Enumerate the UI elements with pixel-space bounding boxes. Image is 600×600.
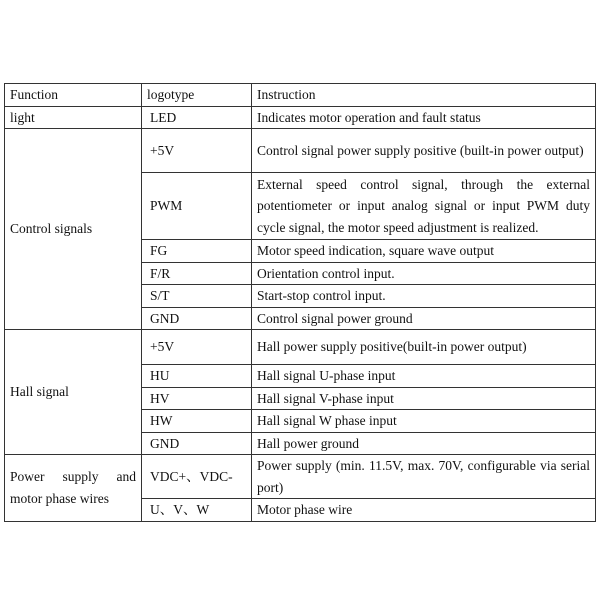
function-light: light <box>5 106 142 129</box>
wiring-function-table <box>4 83 596 522</box>
code-cell: GND <box>142 307 252 330</box>
instruction-cell: Control signal power supply positive (built-in power output) <box>252 129 596 173</box>
code-cell: U、V、W <box>142 499 252 522</box>
instruction-cell: Orientation control input. <box>252 262 596 285</box>
instruction-cell: Motor speed indication, square wave output <box>252 240 596 263</box>
function-power-supply: Power supply and motor phase wires <box>5 455 142 522</box>
instruction-cell: Hall signal U-phase input <box>252 365 596 388</box>
instruction-cell: Motor phase wire <box>252 499 596 522</box>
code-cell: HW <box>142 410 252 433</box>
instruction-cell: Hall signal V-phase input <box>252 387 596 410</box>
code-cell: VDC+、VDC- <box>142 455 252 499</box>
code-cell: HU <box>142 365 252 388</box>
code-cell: +5V <box>142 129 252 173</box>
instruction-cell: Hall signal W phase input <box>252 410 596 433</box>
code-cell: GND <box>142 432 252 455</box>
function-control-signals: Control signals <box>5 129 142 330</box>
function-hall-signal: Hall signal <box>5 330 142 455</box>
instruction-cell: Hall power supply positive(built-in power output) <box>252 330 596 365</box>
code-cell: FG <box>142 240 252 263</box>
instruction-cell: Indicates motor operation and fault status <box>252 106 596 129</box>
instruction-cell: Power supply (min. 11.5V, max. 70V, configurable via serial port) <box>252 455 596 499</box>
code-cell: S/T <box>142 285 252 308</box>
table-row <box>5 129 596 173</box>
header-function: Function <box>5 84 142 107</box>
code-cell: +5V <box>142 330 252 365</box>
code-cell: F/R <box>142 262 252 285</box>
instruction-cell: Start-stop control input. <box>252 285 596 308</box>
code-cell: LED <box>142 106 252 129</box>
header-logotype: logotype <box>142 84 252 107</box>
table-row <box>5 455 596 499</box>
table-header-row <box>5 84 596 107</box>
table-row <box>5 106 596 129</box>
instruction-cell: Hall power ground <box>252 432 596 455</box>
code-cell: HV <box>142 387 252 410</box>
header-instruction: Instruction <box>252 84 596 107</box>
instruction-cell: External speed control signal, through the external potentiometer or input analog signal or input PWM duty cycle signal, the motor speed adjustment is realized. <box>252 173 596 240</box>
instruction-cell: Control signal power ground <box>252 307 596 330</box>
table-row <box>5 330 596 365</box>
code-cell: PWM <box>142 173 252 240</box>
